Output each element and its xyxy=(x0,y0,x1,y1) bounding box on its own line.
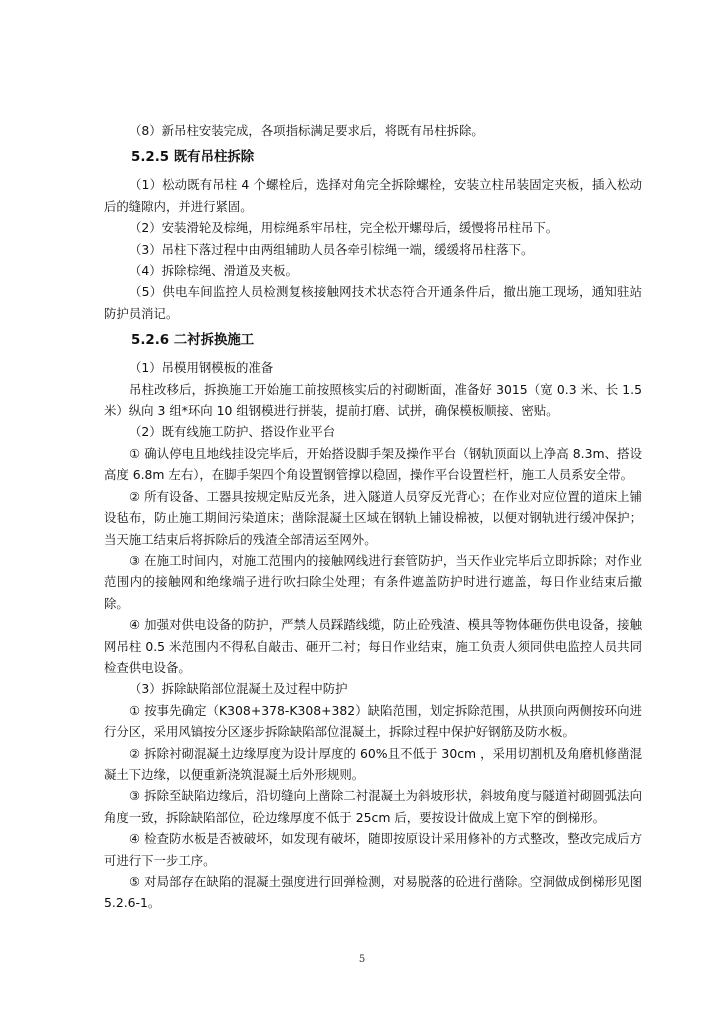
paragraph: ⑤ 对局部存在缺陷的混凝土强度进行回弹检测，对易脱落的砼进行凿除。空洞做成倒梯形见图 5.2.6-1。 xyxy=(104,874,642,911)
paragraph: 吊柱改移后，拆换施工开始施工前按照核实后的衬砌断面，准备好 3015（宽 0.3 米、长 1.5 米）纵向 3 组*环向 10 组钢模进行拼装，提前打磨、试拼，确保模板顺接、密贴。 xyxy=(104,381,642,419)
paragraph: ③ 拆除至缺陷边缘后，沿切缝向上凿除二衬混凝土为斜坡形状，斜坡角度与隧道衬砌圆弧法向角度一致，拆除缺陷部位，砼边缘厚度不低于 25cm 后，要按设计做成上宽下窄的倒梯形。 xyxy=(104,788,642,825)
paragraph: ② 拆除衬砌混凝土边缘厚度为设计厚度的 60%且不低于 30cm ，采用切割机及角磨机修凿混凝土下边缘，以便重新浇筑混凝土后外形规则。 xyxy=(104,745,642,782)
paragraph: （1）松动既有吊柱 4 个螺栓后，选择对角完全拆除螺栓，安装立柱吊装固定夹板，插入松动后的缝隙内，并进行紧固。 xyxy=(104,177,642,214)
paragraph: （8）新吊柱安装完成，各项指标满足要求后，将既有吊柱拆除。 xyxy=(129,123,484,138)
paragraph: （2）既有线施工防护、搭设作业平台 xyxy=(129,424,336,440)
paragraph: ② 所有设备、工器具按规定贴反光条，进入隧道人员穿反光背心；在作业对应位置的道床上铺设毡布，防止施工期间污染道床；凿除混凝土区域在钢轨上铺设棉被，以便对钢轨进行缓冲保护；当天施工结束后将拆除后的残渣全部清运至网外。 xyxy=(104,488,642,547)
document-body xyxy=(104,120,642,914)
paragraph: （5）供电车间监控人员检测复核接触网技术状态符合开通条件后，撤出施工现场，通知驻站防护员消记。 xyxy=(104,284,642,321)
paragraph: ③ 在施工时间内，对施工范围内的接触网线进行套管防护，当天作业完毕后立即拆除；对作业范围内的接触网和绝缘端子进行吹扫除尘处理；有条件遮盖防护时进行遮盖，每日作业结束后撤除。 xyxy=(104,552,642,611)
paragraph: ④ 加强对供电设备的防护，严禁人员踩踏线缆，防止砼残渣、模具等物体砸伤供电设备，接触网吊柱 0.5 米范围内不得私自敲击、砸开二衬；每日作业结束，施工负责人须同供电监控人员共同检查供电设备。 xyxy=(104,617,642,675)
page-number: 5 xyxy=(358,954,366,965)
paragraph: ① 确认停电且地线挂设完毕后，开始搭设脚手架及操作平台（钢轨顶面以上净高 8.3m、搭设高度 6.8m 左右），在脚手架四个角设置钢管撑以稳固，操作平台设置栏杆，施工人员系安全带。 xyxy=(104,445,642,483)
paragraph: ④ 检查防水板是否被破坏，如发现有破坏，随即按原设计采用修补的方式整改，整改完成后方可进行下一步工序。 xyxy=(104,831,642,868)
section-heading: 5.2.5 既有吊柱拆除 xyxy=(131,150,255,166)
paragraph: （2）安装滑轮及棕绳，用棕绳系牢吊柱，完全松开螺母后，缓慢将吊柱吊下。 xyxy=(129,220,559,236)
paragraph: （3）吊柱下落过程中由两组辅助人员各牵引棕绳一端，缓缓将吊柱落下。 xyxy=(129,241,534,257)
paragraph: （4）拆除棕绳、滑道及夹板。 xyxy=(129,263,298,279)
section-heading: 5.2.6 二衬拆换施工 xyxy=(131,333,255,349)
paragraph: （3）拆除缺陷部位混凝土及过程中防护 xyxy=(129,681,348,697)
paragraph: （1）吊模用钢模板的准备 xyxy=(129,360,274,376)
paragraph: ① 按事先确定（K308+378-K308+382）缺陷范围，划定拆除范围，从拱顶向两侧按环向进行分区，采用风镐按分区逐步拆除缺陷部位混凝土，拆除过程中保护好钢筋及防水板。 xyxy=(104,702,642,740)
